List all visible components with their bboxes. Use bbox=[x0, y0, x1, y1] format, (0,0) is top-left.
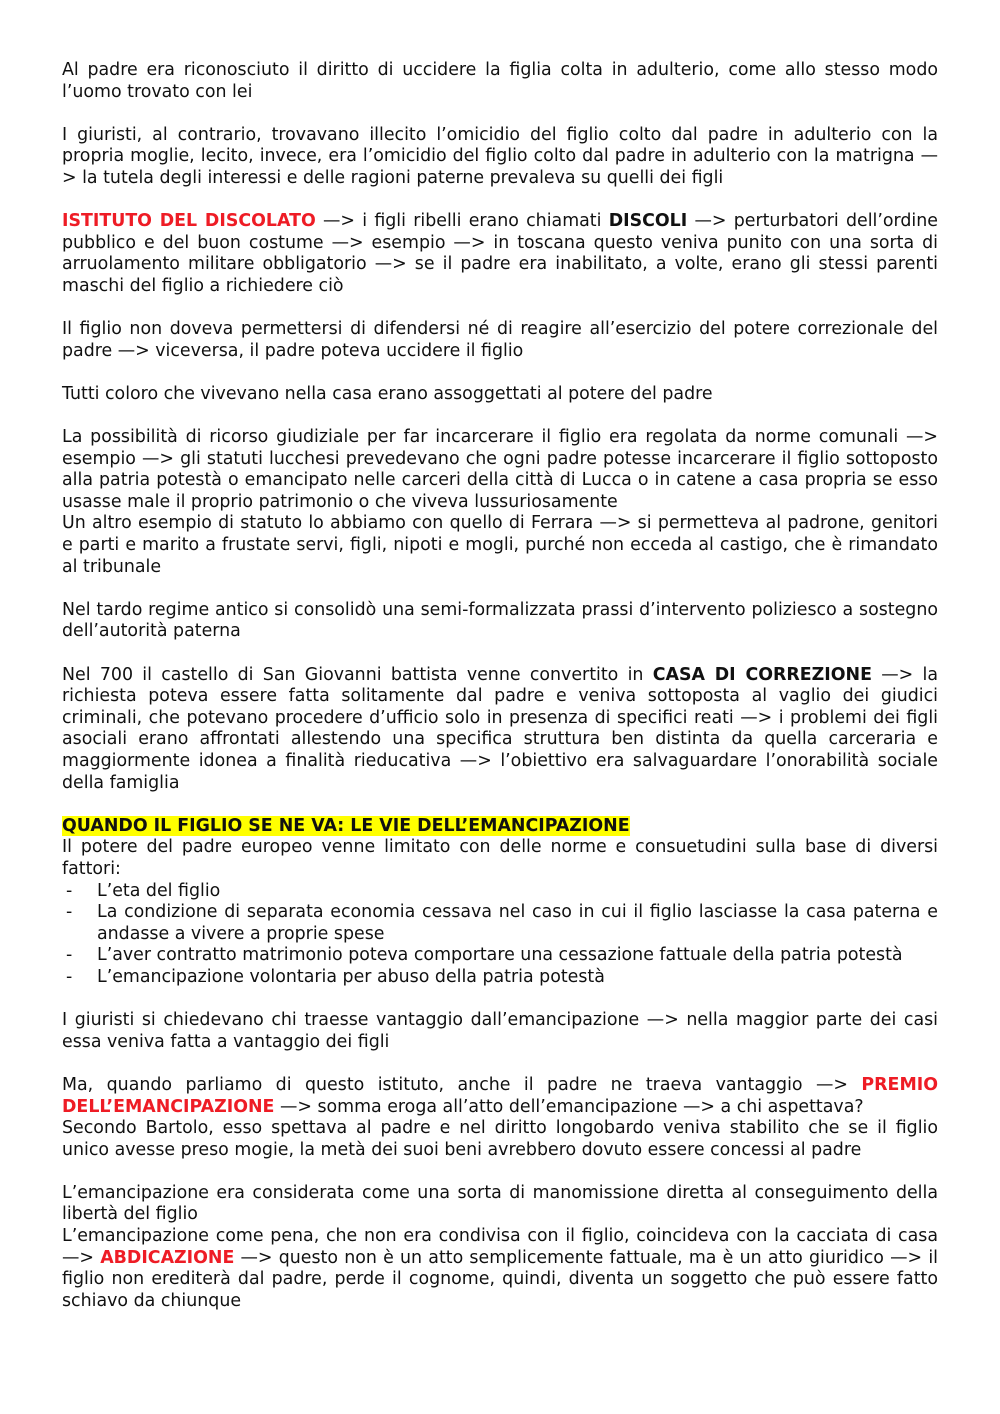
paragraph-text: —> perturbatori dell’ordine pubblico e del buon costume —> esempio —> in toscana questo veniva punito con una sorta di arruolamento militare obbligatorio —> se il padre era inabilitato, a volte, erano gli stessi parenti maschi del figlio a richiedere ciò bbox=[62, 211, 938, 296]
list-item bbox=[62, 945, 938, 967]
list-marker: - bbox=[66, 880, 73, 901]
term-discoli: DISCOLI bbox=[608, 211, 688, 232]
paragraph-premio bbox=[62, 1075, 938, 1118]
paragraph-8: Nel tardo regime antico si consolidò una semi-formalizzata prassi d’intervento poliziesco a sostegno dell’autorità paterna bbox=[62, 599, 938, 642]
list-item-text: L’emancipazione volontaria per abuso della patria potestà bbox=[97, 966, 605, 987]
list-item-text: L’eta del figlio bbox=[97, 880, 221, 901]
paragraph-text: —> i figli ribelli erano chiamati bbox=[315, 211, 609, 232]
paragraph-10: Il potere del padre europeo venne limitato con delle norme e consuetudini sulla base di diversi fattori: bbox=[62, 837, 938, 879]
term-premio-dell-emancipazione: PREMIO DELL’EMANCIPAZIONE bbox=[62, 1074, 938, 1117]
paragraph-text: Ma, quando parliamo di questo istituto, anche il padre ne traeva vantaggio —> bbox=[62, 1074, 862, 1095]
paragraph-text: —> la richiesta poteva essere fatta solitamente dal padre e veniva sottoposta al vaglio dei giudici criminali, che potevano procedere d’ufficio solo in presenza di specifici reati —> i problemi dei figli asociali erano affrontati allestendo una specifica struttura ben distinta da quella carceraria e maggiormente idonea a finalità rieducativa —> l’obiettivo era salvaguardare l’onorabilità sociale della famiglia bbox=[62, 664, 938, 793]
paragraph-14: L’emancipazione era considerata come una sorta di manomissione diretta al conseguimento della libertà del figlio bbox=[62, 1182, 938, 1225]
paragraph-text: L’emancipazione come pena, che non era condivisa con il figlio, coincideva con la cacciata di casa —> bbox=[62, 1226, 938, 1268]
list-item-text: La condizione di separata economia cessava nel caso in cui il figlio lasciasse la casa paterna e andasse a vivere a proprie spese bbox=[97, 902, 938, 944]
list-item bbox=[62, 881, 938, 903]
paragraph-13: Secondo Bartolo, esso spettava al padre e nel diritto longobardo veniva stabilito che se il figlio unico avesse preso mogie, la metà dei suoi beni avrebbero dovuto essere concessi al padre bbox=[62, 1118, 938, 1160]
paragraph-text: Nel 700 il castello di San Giovanni battista venne convertito in bbox=[62, 664, 653, 685]
list-item-text: L’aver contratto matrimonio poteva comportare una cessazione fattuale della patria potestà bbox=[97, 945, 903, 966]
section-heading bbox=[62, 816, 938, 838]
paragraph-discolato bbox=[62, 211, 938, 297]
paragraph-11: I giuristi si chiedevano chi traesse vantaggio dall’emancipazione —> nella maggior parte dei casi essa veniva fatta a vantaggio dei figli bbox=[62, 1010, 938, 1052]
paragraph-abdicazione bbox=[62, 1226, 938, 1312]
term-casa-di-correzione: CASA DI CORREZIONE bbox=[652, 664, 872, 685]
paragraph-text: —> somma eroga all’atto dell’emancipazione —> a chi aspettava? bbox=[274, 1096, 864, 1117]
paragraph-1: Al padre era riconosciuto il diritto di uccidere la figlia colta in adulterio, come allo stesso modo l’uomo trovato con lei bbox=[62, 60, 938, 102]
factors-list bbox=[62, 881, 938, 989]
term-istituto-del-discolato: ISTITUTO DEL DISCOLATO bbox=[62, 211, 316, 232]
section-heading-text: QUANDO IL FIGLIO SE NE VA: LE VIE DELL’EMANCIPAZIONE bbox=[62, 815, 630, 836]
paragraph-4: Il figlio non doveva permettersi di difendersi né di reagire all’esercizio del potere correzionale del padre —> viceversa, il padre poteva uccidere il figlio bbox=[62, 319, 938, 361]
paragraph-5: Tutti coloro che vivevano nella casa erano assoggettati al potere del padre bbox=[62, 383, 713, 404]
paragraph-casa-di-correzione bbox=[62, 665, 938, 795]
paragraph-2: I giuristi, al contrario, trovavano illecito l’omicidio del figlio colto dal padre in adulterio con la propria moglie, lecito, invece, era l’omicidio del figlio colto dal padre in adulterio con la matrigna —> la tutela degli interessi e delle ragioni paterne prevaleva su quelli dei figli bbox=[62, 124, 938, 188]
paragraph-6: La possibilità di ricorso giudiziale per far incarcerare il figlio era regolata da norme comunali —> esempio —> gli statuti lucchesi prevedevano che ogni padre potesse incarcerare il figlio sottoposto alla patria potestà o emancipato nelle carceri della città di Lucca o in catene a casa propria se esso usasse male il proprio patrimonio o che viveva lussuriosamente bbox=[62, 427, 938, 512]
list-marker: - bbox=[66, 902, 73, 923]
list-item bbox=[62, 967, 938, 989]
term-abdicazione: ABDICAZIONE bbox=[100, 1247, 235, 1268]
list-marker: - bbox=[66, 966, 73, 987]
paragraph-text: —> questo non è un atto semplicemente fattuale, ma è un atto giuridico —> il figlio non erediterà dal padre, perde il cognome, quindi, diventa un soggetto che può essere fatto schiavo da chiunque bbox=[62, 1247, 938, 1311]
list-marker: - bbox=[66, 945, 73, 966]
paragraph-7: Un altro esempio di statuto lo abbiamo con quello di Ferrara —> si permetteva al padrone, genitori e parti e marito a frustate servi, figli, nipoti e mogli, purché non ecceda al castigo, che è rimandato al tribunale bbox=[62, 513, 938, 577]
list-item bbox=[62, 902, 938, 945]
